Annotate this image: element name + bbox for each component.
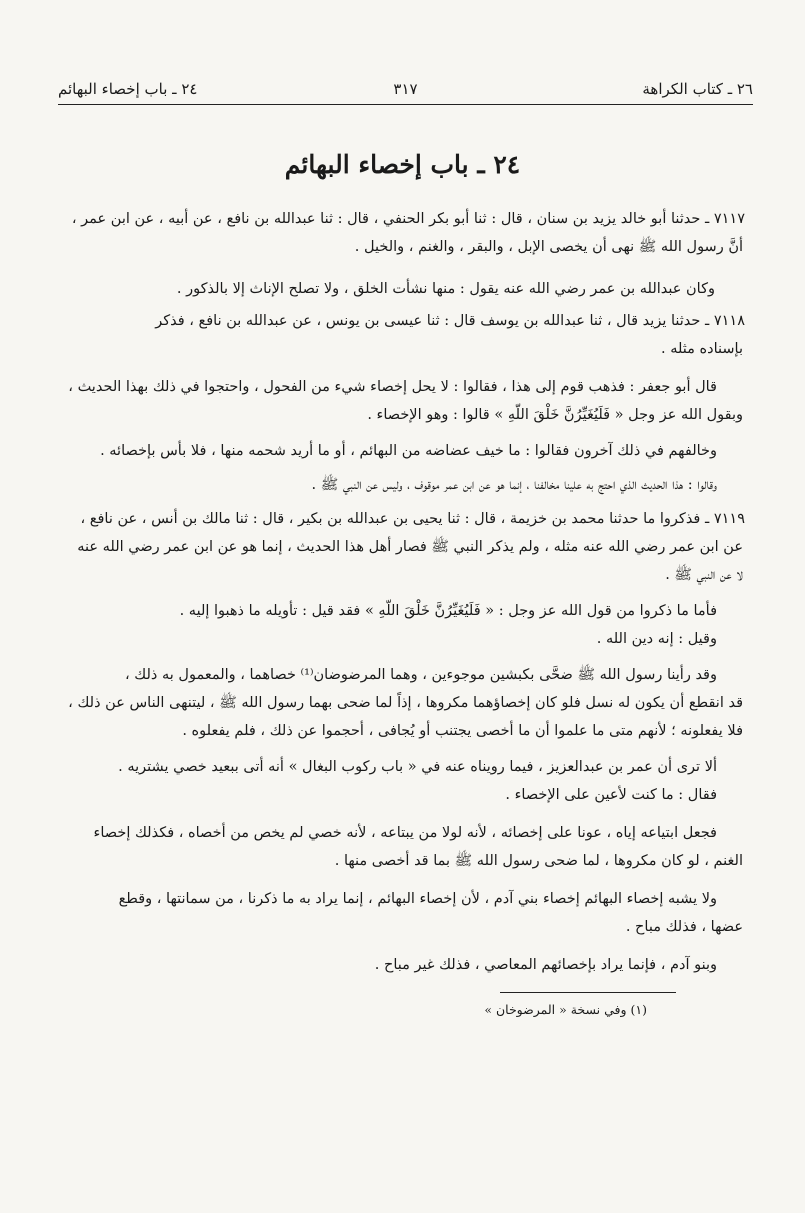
text-line: فلا يفعلونه ؛ لأنهم متى ما علموا أن ما أخصى يجتنب أو يُجافى ، أحجموا عن ذلك ، فلم يفعلوه . xyxy=(182,723,743,739)
text-line: أنَّ رسول الله ﷺ نهى أن يخصى الإبل ، والبقر ، والغنم ، والخيل . xyxy=(354,239,743,255)
text-line: وبقول الله عز وجل « فَلَيُغَيِّرُنَّ خَلْقَ اللّهِ » قالوا : وهو الإخصاء . xyxy=(367,407,743,423)
text-line: وخالفهم في ذلك آخرون فقالوا : ما خيف عضاضه من البهائم ، أو ما أريد شحمه منها ، فلا بأس بإخصائه . xyxy=(100,443,717,459)
text-line: لا عن النبي ﷺ . xyxy=(665,567,743,583)
text-line: قد انقطع أن يكون له نسل فلو كان إخصاؤهما مكروها ، إذاً لما ضحى بهما رسول الله ﷺ ، ليتنهى الناس عن ذلك ، xyxy=(68,695,743,711)
header-chapter-title: ٢٤ ـ باب إخصاء البهائم xyxy=(58,80,198,98)
chapter-title: ٢٤ ـ باب إخصاء البهائم xyxy=(284,150,521,179)
text-line: فجعل ابتياعه إياه ، عونا على إخصائه ، لأنه لولا من يبتاعه ، لأنه خصي لم يخص من أخصاه ، فكذلك إخصاء xyxy=(93,825,717,841)
text-line: وكان عبدالله بن عمر رضي الله عنه يقول : منها نشأت الخلق ، ولا تصلح الإناث إلا بالذكور . xyxy=(176,281,715,297)
header-book-title: ٢٦ ـ كتاب الكراهة xyxy=(642,80,753,98)
text-line: وقيل : إنه دين الله . xyxy=(596,631,717,647)
text-line: ولا يشبه إخصاء البهائم إخصاء بني آدم ، لأن إخصاء البهائم ، إنما يراد به ما ذكرنا ، من سمانتها ، وقطع xyxy=(118,891,717,907)
text-line: وقد رأينا رسول الله ﷺ ضحَّى بكبشين موجوءين ، وهما المرضوضان⁽¹⁾ خصاهما ، والمعمول به ذلك ، xyxy=(125,667,717,683)
text-line: عن ابن عمر رضي الله عنه مثله ، ولم يذكر النبي ﷺ فصار أهل هذا الحديث ، إنما هو عن ابن عمر رضي الله عنه xyxy=(77,539,743,555)
text-line: ألا ترى أن عمر بن عبدالعزيز ، فيما رويناه عنه في « باب ركوب البغال » أنه أتى ببعيد خصي يشتريه . xyxy=(118,759,717,775)
text-line: الغنم ، لو كان مكروها ، لما ضحى رسول الله ﷺ بما قد أخصى منها . xyxy=(334,853,743,869)
text-line: فأما ما ذكروا من قول الله عز وجل : « فَلَيُغَيِّرُنَّ خَلْقَ اللّهِ » فقد قيل : تأويله ما ذهبوا إليه . xyxy=(179,603,717,619)
text-line: ٧١١٩ ـ فذكروا ما حدثنا محمد بن خزيمة ، قال : ثنا يحيى بن عبدالله بن بكير ، قال : ثنا مالك بن أنس ، عن نافع ، xyxy=(80,511,745,527)
text-line: فقال : ما كنت لأعين على الإخصاء . xyxy=(505,787,717,803)
text-line: عضها ، فذلك مباح . xyxy=(625,919,743,935)
text-line: وقالوا : هذا الحديث الذي احتج به علينا مخالفنا ، إنما هو عن ابن عمر موقوف ، وليس عن النبي ﷺ . xyxy=(311,477,717,493)
text-line: وبنو آدم ، فإنما يراد بإخصائهم المعاصي ، فذلك غير مباح . xyxy=(374,957,717,973)
running-head xyxy=(58,80,753,105)
text-line: قال أبو جعفر : فذهب قوم إلى هذا ، فقالوا : لا يحل إخصاء شيء من الفحول ، واحتجوا في ذلك بهذا الحديث ، xyxy=(68,379,717,395)
page-number: ٣١٧ xyxy=(393,80,418,98)
text-line: ٧١١٧ ـ حدثنا أبو خالد يزيد بن سنان ، قال : ثنا أبو بكر الحنفي ، قال : ثنا عبدالله بن نافع ، عن أبيه ، عن ابن عمر ، xyxy=(71,211,745,227)
footnote-rule xyxy=(500,992,676,993)
text-line: ٧١١٨ ـ حدثنا يزيد قال ، ثنا عبدالله بن يوسف قال : ثنا عيسى بن يونس ، عن عبدالله بن نافع ، فذكر xyxy=(155,313,745,329)
footnote: (١) وفي نسخة « المرضوخان » xyxy=(484,1002,647,1017)
text-line: بإسناده مثله . xyxy=(661,341,743,357)
